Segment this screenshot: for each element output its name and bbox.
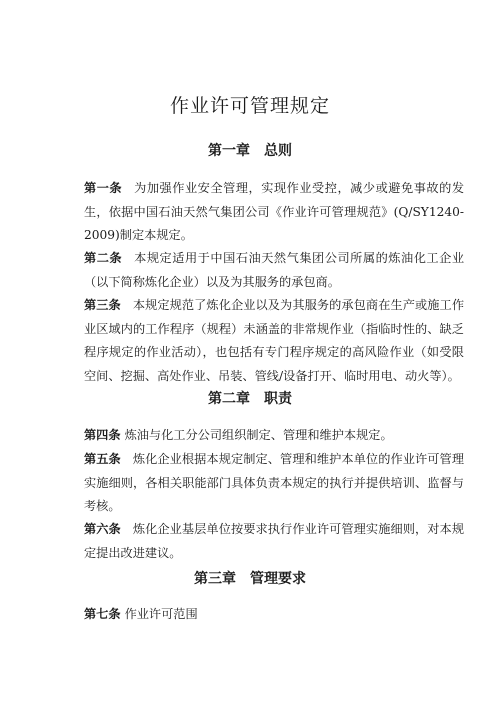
article-label: 第七条 bbox=[84, 607, 121, 621]
document-title: 作业许可管理规定 bbox=[169, 95, 330, 117]
chapter-heading-2 bbox=[0, 388, 500, 408]
chapter-heading-1 bbox=[0, 140, 500, 160]
chapter-number: 第三章 bbox=[194, 571, 236, 587]
article-1 bbox=[84, 177, 464, 248]
chapter-title: 职责 bbox=[264, 391, 292, 407]
article-text: 炼化企业基层单位按要求执行作业许可管理实施细则，对本规定提出改进建议。 bbox=[84, 522, 465, 560]
article-5 bbox=[84, 448, 464, 519]
article-text: 炼化企业根据本规定制定、管理和维护本单位的作业许可管理实施细则，各相关职能部门具体负责本规定的执行并提供培训、监督与考核。 bbox=[84, 452, 465, 513]
article-text: 本规定规范了炼化企业以及为其服务的承包商在生产或施工作业区域内的工作程序（规程）未涵盖的非常规作业（指临时性的、缺乏程序规定的作业活动），也包括有专门程序规定的高风险作业（如受限空间、挖掘、高处作业、吊装、管线/设备打开、临时用电、动火等）。 bbox=[84, 298, 465, 383]
article-2 bbox=[84, 247, 464, 294]
article-4 bbox=[84, 424, 464, 448]
article-label: 第五条 bbox=[84, 452, 121, 466]
article-text: 本规定适用于中国石油天然气集团公司所属的炼油化工企业（以下简称炼化企业）以及为其服务的承包商。 bbox=[84, 251, 465, 289]
article-7 bbox=[84, 603, 464, 627]
article-label: 第六条 bbox=[84, 522, 121, 536]
article-text: 炼油与化工分公司组织制定、管理和维护本规定。 bbox=[124, 428, 393, 442]
chapter-number: 第二章 bbox=[208, 391, 250, 407]
article-label: 第一条 bbox=[84, 181, 123, 195]
article-label: 第三条 bbox=[84, 298, 121, 312]
chapter-heading-3 bbox=[0, 568, 500, 588]
article-text: 为加强作业安全管理，实现作业受控，减少或避免事故的发生，依据中国石油天然气集团公司《作业许可管理规范》(Q/SY1240-2009)制定本规定。 bbox=[84, 181, 465, 242]
chapter-number: 第一章 bbox=[208, 143, 250, 159]
chapter-title: 管理要求 bbox=[250, 571, 306, 587]
article-label: 第二条 bbox=[84, 251, 123, 265]
chapter-title: 总则 bbox=[264, 143, 292, 159]
article-label: 第四条 bbox=[84, 428, 121, 442]
article-3 bbox=[84, 294, 464, 388]
article-text: 作业许可范围 bbox=[124, 607, 198, 621]
article-6 bbox=[84, 518, 464, 565]
